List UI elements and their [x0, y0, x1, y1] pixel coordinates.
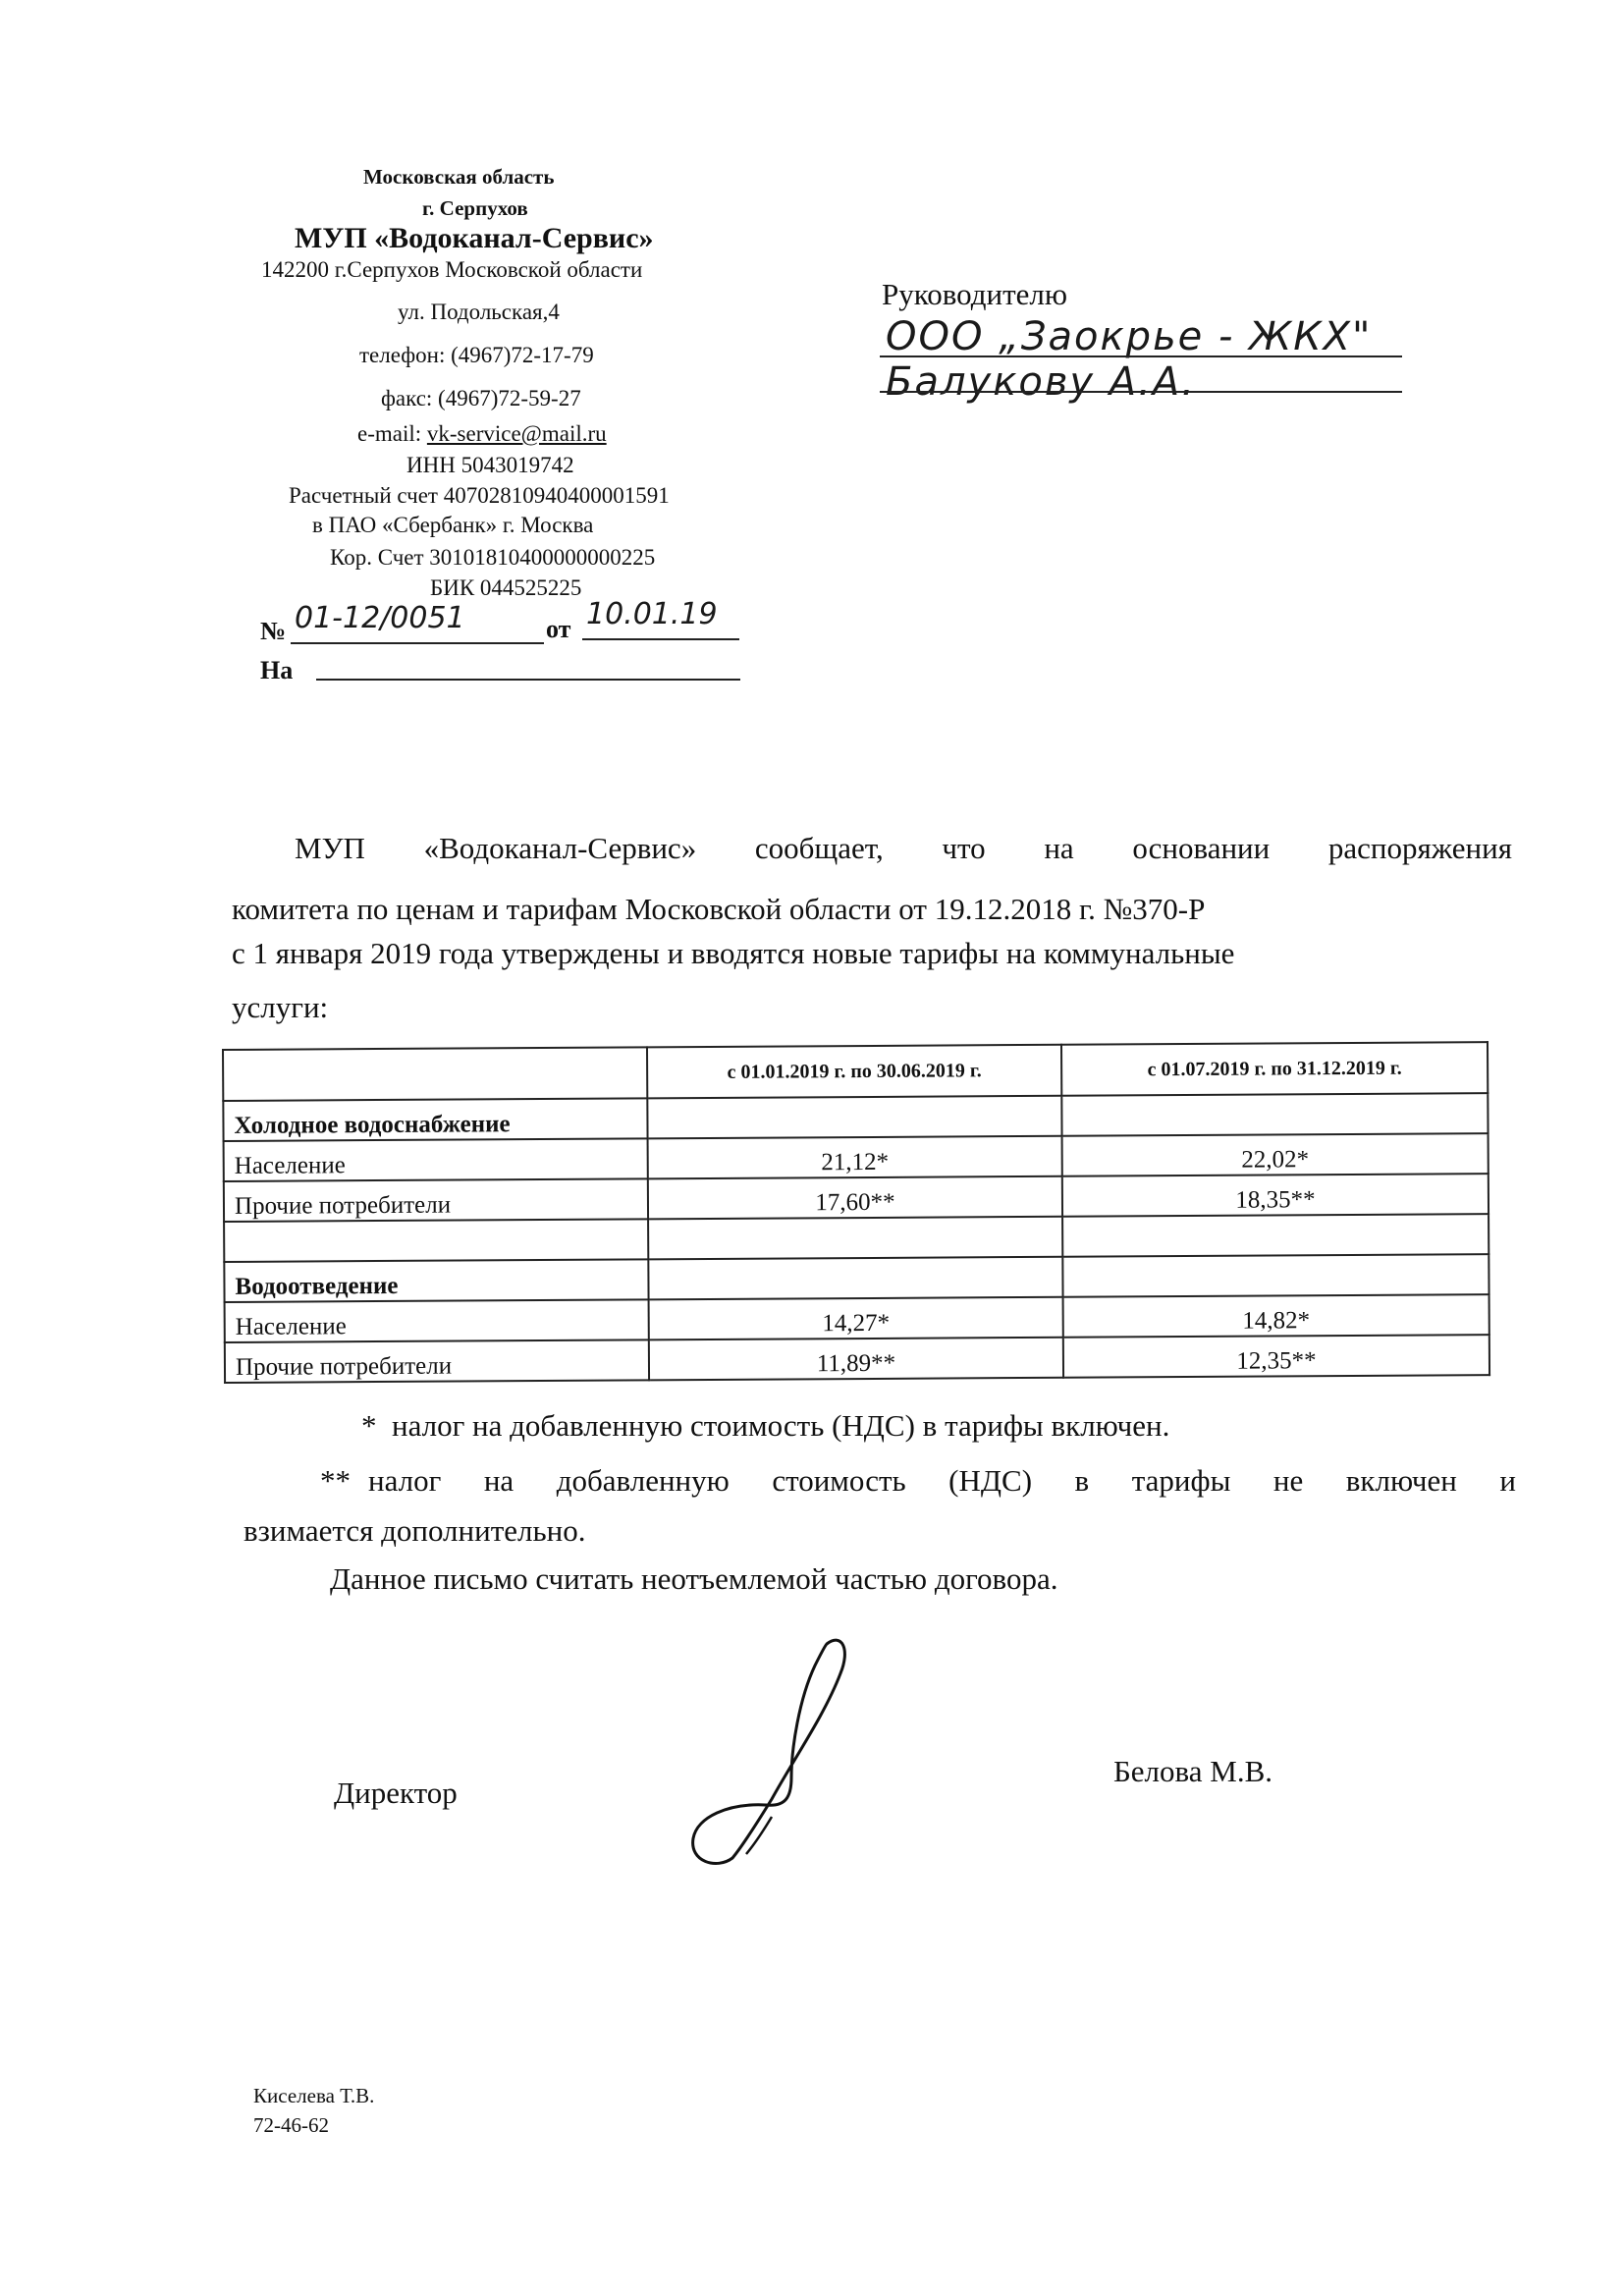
row-label	[224, 1219, 648, 1262]
tariff-table	[222, 1041, 1490, 1384]
sender-org-name: МУП «Водоканал-Сервис»	[295, 222, 654, 254]
body-line-1: МУП «Водоканал-Сервис» сообщает, что на основании распоряжения	[295, 831, 1512, 865]
sender-corr-account: Кор. Счет 30101810400000000225	[330, 545, 656, 570]
body-line-3: с 1 января 2019 года утверждены и вводятся новые тарифы на коммунальные	[232, 936, 1235, 970]
row-value-h2: 18,35**	[1062, 1174, 1489, 1217]
sender-bik: БИК 044525225	[430, 575, 582, 600]
row-value-h2: 14,82*	[1063, 1294, 1489, 1338]
row-label: Население	[225, 1299, 649, 1342]
row-value-h2: 12,35**	[1063, 1335, 1489, 1378]
row-value-h1: 11,89**	[649, 1338, 1063, 1381]
sender-account: Расчетный счет 40702810940400001591	[289, 483, 670, 508]
body-line-2: комитета по ценам и тарифам Московской области от 19.12.2018 г. №370-Р	[232, 892, 1206, 926]
signature-position: Директор	[334, 1776, 458, 1810]
row-value-h1: 17,60**	[648, 1176, 1062, 1220]
row-value-h2	[1062, 1214, 1489, 1257]
row-label: Холодное водоснабжение	[223, 1098, 647, 1141]
reply-underline	[316, 679, 740, 681]
row-value-h1: 14,27*	[649, 1297, 1063, 1340]
ref-number-underline	[291, 642, 544, 644]
table-header-row	[223, 1042, 1488, 1101]
ref-number-label: №	[260, 617, 287, 645]
note-2	[320, 1463, 1516, 1499]
sender-phone: телефон: (4967)72-17-79	[359, 343, 594, 367]
table-header-cell: с 01.07.2019 г. по 31.12.2019 г.	[1061, 1042, 1488, 1096]
sender-email-row	[357, 421, 607, 447]
row-label: Прочие потребители	[225, 1339, 649, 1383]
addressee-person-handwritten: Балукову А.А.	[886, 359, 1196, 405]
addressee-title: Руководителю	[882, 277, 1068, 311]
note-2-mark: **	[320, 1463, 351, 1498]
director-signature	[677, 1630, 854, 1866]
sender-city: г. Серпухов	[422, 196, 528, 220]
note-1-mark: *	[361, 1408, 377, 1443]
sender-email-label: e-mail:	[357, 421, 422, 446]
sender-inn: ИНН 5043019742	[406, 453, 574, 477]
row-value-h1: 21,12*	[648, 1136, 1062, 1179]
row-value-h1	[647, 1096, 1061, 1139]
row-value-h2	[1061, 1093, 1488, 1136]
note-1	[361, 1408, 1169, 1444]
sender-bank: в ПАО «Сбербанк» г. Москва	[312, 513, 594, 537]
sender-region: Московская область	[363, 165, 555, 189]
sender-email-link[interactable]: vk-service@mail.ru	[426, 421, 607, 446]
body-line-4: услуги:	[232, 990, 329, 1024]
sender-fax: факс: (4967)72-59-27	[381, 386, 581, 410]
addressee-org-underline	[880, 355, 1402, 357]
row-label: Прочие потребители	[224, 1178, 648, 1222]
note-2-text: налог на добавленную стоимость (НДС) в тарифы не включен и	[368, 1463, 1516, 1498]
addressee-org-handwritten: ООО „Заокрье - ЖКХ"	[886, 314, 1373, 359]
row-value-h1	[648, 1217, 1062, 1260]
reply-label: На	[260, 656, 294, 684]
ref-number-handwritten: 01-12/0051	[295, 601, 465, 635]
row-value-h1	[648, 1257, 1062, 1300]
executor-name: Киселева Т.В.	[253, 2084, 375, 2107]
row-value-h2: 22,02*	[1062, 1133, 1489, 1176]
addressee-person-underline	[880, 391, 1402, 393]
table-row	[225, 1335, 1489, 1383]
signatory-name: Белова М.В.	[1113, 1754, 1273, 1788]
row-label: Население	[224, 1138, 648, 1181]
ref-date-label: от	[546, 615, 571, 643]
ref-date-underline	[582, 638, 739, 640]
table-header-cell: с 01.01.2019 г. по 30.06.2019 г.	[647, 1045, 1061, 1099]
ref-date-handwritten: 10.01.19	[586, 597, 718, 631]
sender-address-line2: ул. Подольская,4	[398, 300, 560, 324]
row-label: Водоотведение	[224, 1259, 648, 1302]
sender-address-line1: 142200 г.Серпухов Московской области	[261, 257, 643, 282]
closing-statement: Данное письмо считать неотъемлемой частью договора.	[330, 1561, 1058, 1596]
row-value-h2	[1062, 1254, 1489, 1297]
note-2-continuation: взимается дополнительно.	[244, 1513, 586, 1548]
table-header-cell	[223, 1047, 647, 1101]
signature-stroke	[693, 1640, 845, 1863]
note-1-text: налог на добавленную стоимость (НДС) в тарифы включен.	[392, 1408, 1170, 1443]
executor-phone: 72-46-62	[253, 2113, 329, 2137]
